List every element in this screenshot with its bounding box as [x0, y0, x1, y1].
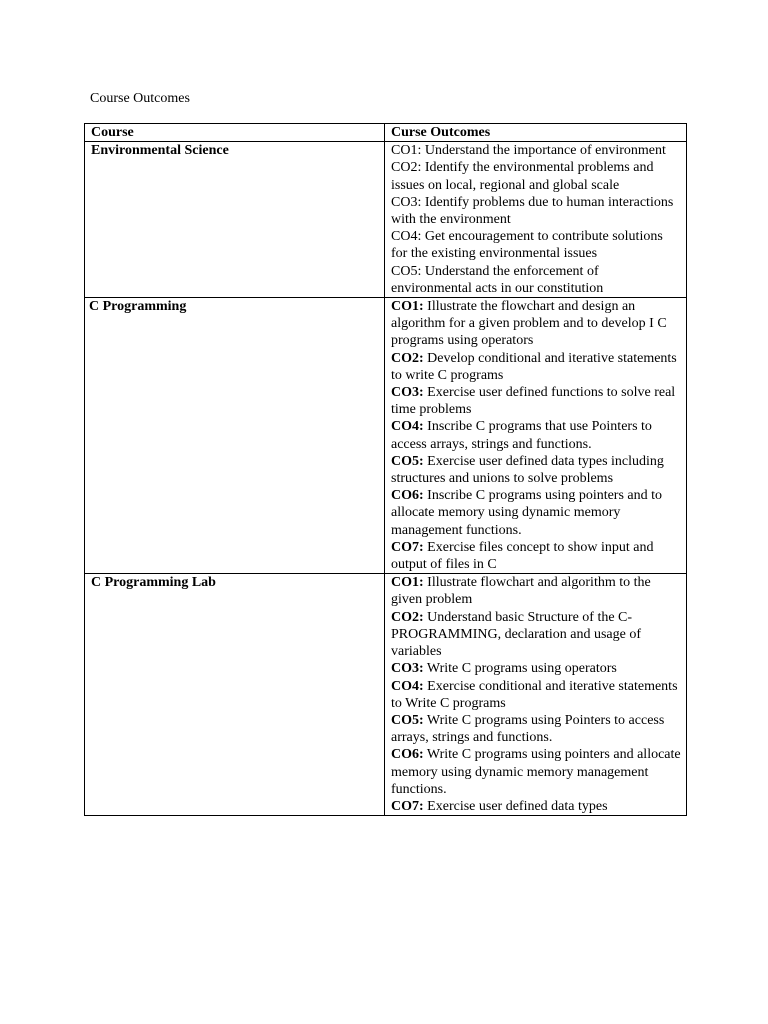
outcome-code: CO5: [391, 263, 422, 279]
outcome-item [391, 453, 682, 487]
outcome-item [391, 142, 682, 159]
outcome-item [391, 418, 682, 452]
outcome-item [391, 574, 682, 608]
outcome-item [391, 678, 682, 712]
outcome-code: CO6: [391, 747, 424, 763]
outcome-text: Illustrate flowchart and algorithm to the given problem [391, 575, 651, 608]
outcome-text: Exercise conditional and iterative statements to Write C programs [391, 678, 678, 711]
outcome-item [391, 159, 682, 193]
outcome-code: CO1: [391, 299, 424, 315]
outcome-code: CO4: [391, 419, 424, 435]
table-row-environmental-science [85, 142, 687, 298]
outcome-text: Write C programs using Pointers to access arrays, strings and functions. [391, 712, 665, 746]
outcome-item [391, 487, 682, 539]
outcome-code: CO1: [391, 143, 422, 159]
outcome-item [391, 298, 682, 350]
outcome-item [391, 350, 682, 384]
outcome-text: Inscribe C programs that use Pointers to access arrays, strings and functions. [391, 419, 652, 452]
header-course: Course [85, 124, 385, 142]
table-row-c-programming-lab [85, 574, 687, 816]
outcome-text: Exercise files concept to show input and output of files in C [391, 539, 654, 573]
outcome-code: CO5: [391, 453, 424, 469]
outcome-text: Write C programs using pointers and allocate memory using dynamic memory management functions. [391, 747, 681, 797]
page-heading: Course Outcomes [90, 91, 190, 106]
table-row-c-programming [85, 298, 687, 574]
outcome-text: Identify problems due to human interactions with the environment [391, 194, 674, 228]
outcome-item [391, 384, 682, 418]
outcome-code: CO3: [391, 661, 424, 677]
outcome-text: Illustrate the flowchart and design an algorithm for a given problem and to develop I C programs using operators [391, 299, 667, 349]
course-outcomes-table [84, 123, 687, 816]
outcome-item [391, 798, 682, 815]
outcome-text: Understand the importance of environment [421, 143, 666, 159]
outcome-item [391, 194, 682, 228]
outcome-text: Get encouragement to contribute solutions for the existing environmental issues [391, 229, 663, 262]
outcome-text: Exercise user defined functions to solve real time problems [391, 385, 676, 418]
outcome-code: CO6: [391, 488, 424, 504]
outcome-item [391, 746, 682, 798]
header-outcomes: Curse Outcomes [385, 124, 687, 142]
outcome-code: CO7: [391, 539, 424, 555]
outcome-text: Write C programs using operators [423, 661, 617, 677]
outcome-text: Exercise user defined data types [423, 798, 608, 814]
outcome-item [391, 263, 682, 297]
outcome-item [391, 712, 682, 746]
outcome-text: Understand basic Structure of the C-PROGRAMMING, declaration and usage of variables [391, 609, 642, 660]
outcomes-cell [385, 574, 687, 816]
outcomes-cell [385, 298, 687, 574]
outcome-code: CO5: [391, 712, 424, 728]
outcome-text: Exercise user defined data types including structures and unions to solve problems [391, 453, 664, 487]
course-name: C Programming Lab [85, 574, 385, 816]
outcome-text: Develop conditional and iterative statements to write C programs [391, 350, 677, 383]
outcome-item [391, 539, 682, 573]
outcome-code: CO3: [391, 194, 422, 210]
table-header-row [85, 124, 687, 142]
outcome-item [391, 609, 682, 661]
outcome-code: CO2: [391, 609, 424, 625]
outcome-text: Identify the environmental problems and issues on local, regional and global scale [391, 160, 654, 193]
outcome-code: CO4: [391, 229, 422, 245]
outcome-code: CO4: [391, 678, 424, 694]
outcome-item [391, 660, 682, 677]
outcome-code: CO7: [391, 798, 424, 814]
outcomes-cell [385, 142, 687, 298]
course-name: C Programming [85, 298, 385, 574]
course-name: Environmental Science [85, 142, 385, 298]
outcome-code: CO2: [391, 350, 424, 366]
outcome-text: Understand the enforcement of environmental acts in our constitution [391, 263, 604, 296]
outcome-code: CO1: [391, 575, 424, 591]
outcome-code: CO3: [391, 385, 424, 401]
outcome-text: Inscribe C programs using pointers and to allocate memory using dynamic memory management functions. [391, 488, 663, 538]
outcome-code: CO2: [391, 160, 422, 176]
outcome-item [391, 228, 682, 262]
